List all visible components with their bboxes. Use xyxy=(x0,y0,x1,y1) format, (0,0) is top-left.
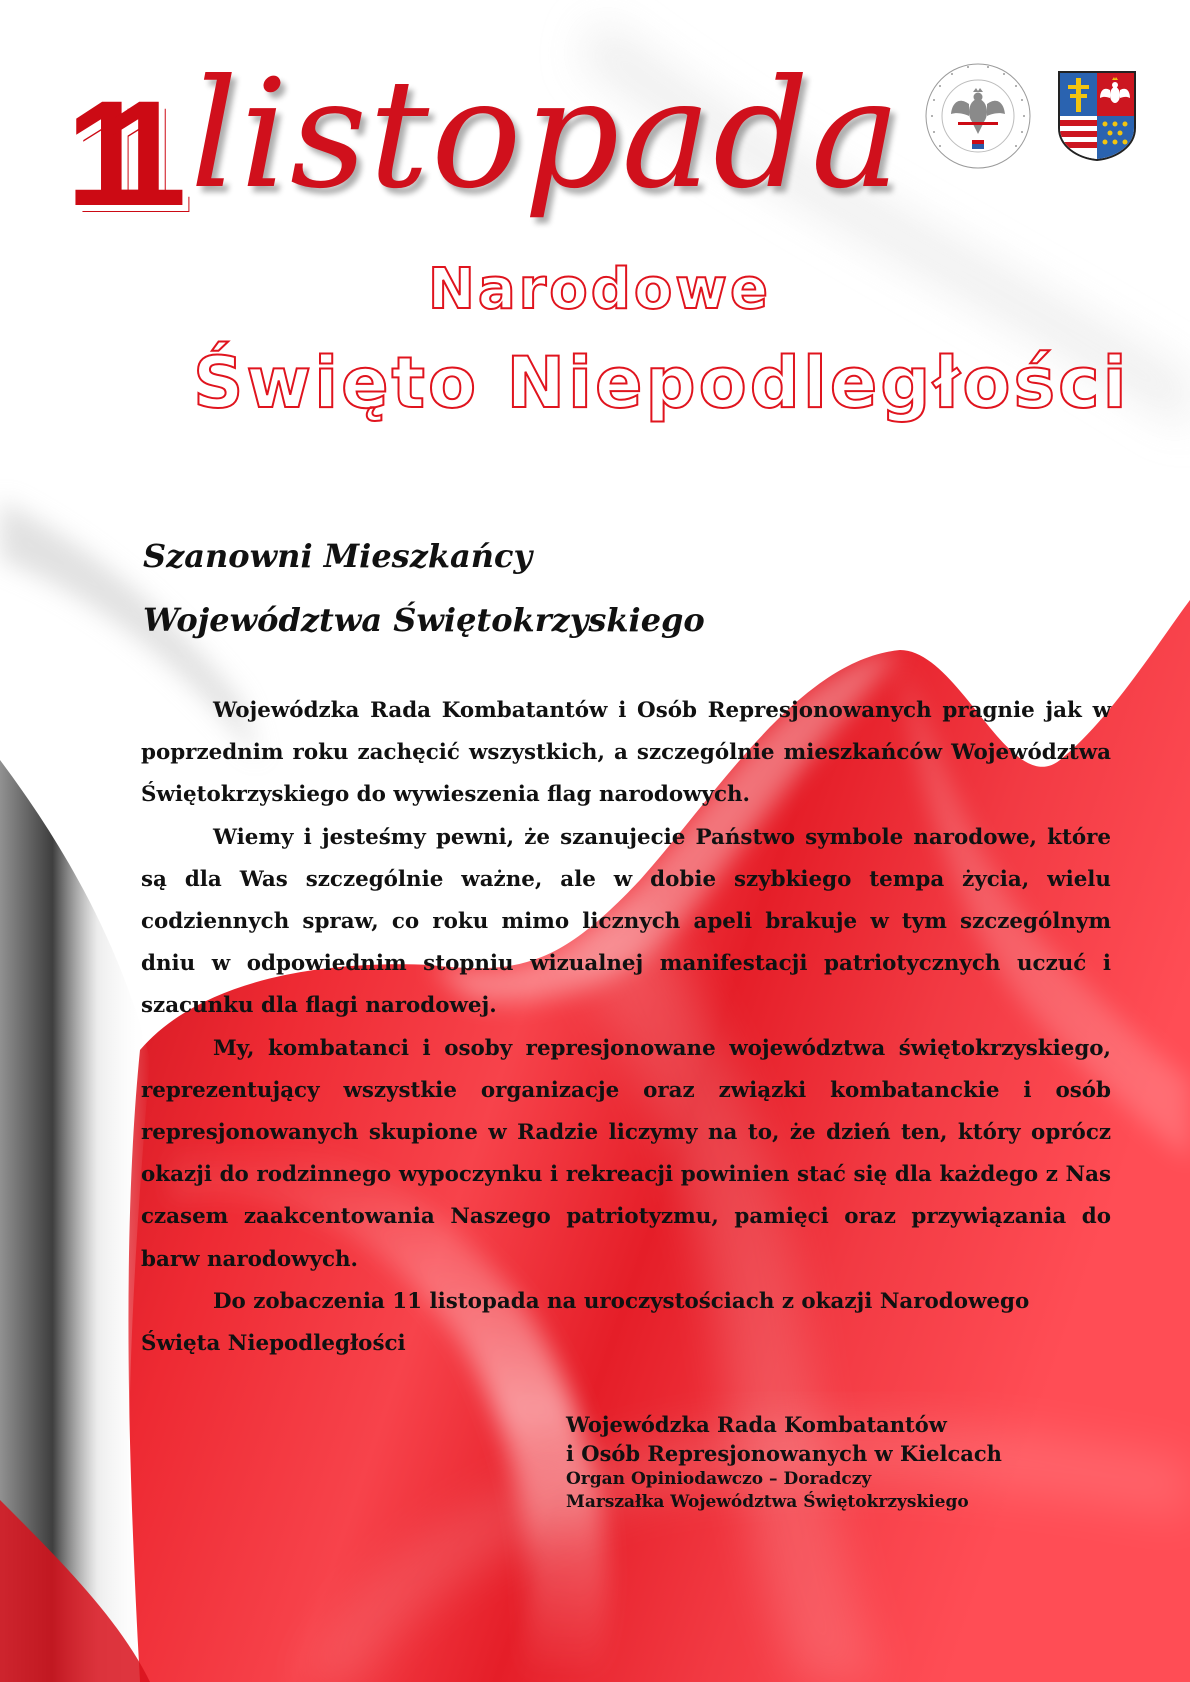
signature-line1: Wojewódzka Rada Kombatantów xyxy=(566,1412,947,1437)
swietokrzyskie-coat-of-arms-icon xyxy=(1057,70,1137,162)
greeting xyxy=(143,524,1043,652)
body-paragraph: Wojewódzka Rada Kombatantów i Osób Represjonowanych pragnie jak w poprzednim roku zachęcić wszystkich, a szczególnie mieszkańców Województwa Świętokrzyskiego do wywieszenia flag narodowych. xyxy=(141,698,1111,808)
signature-line2: i Osób Represjonowanych w Kielcach xyxy=(566,1441,1002,1466)
holiday-title-line1: Narodowe xyxy=(428,257,772,322)
title-month: listopada xyxy=(190,48,903,222)
signature-line3: Organ Opiniodawczo – Doradczy xyxy=(566,1469,872,1489)
greeting-line1: Szanowni Mieszkańcy xyxy=(143,537,533,575)
signature-line4: Marszałka Województwa Świętokrzyskiego xyxy=(566,1492,969,1512)
body-paragraph: Do zobaczenia 11 listopada na uroczystościach z okazji Narodowego Święta Niepodległości xyxy=(141,1288,1030,1357)
body-paragraph: Wiemy i jesteśmy pewni, że szanujecie Państwo symbole narodowe, które są dla Was szczególnie ważne, ale w dobie szybkiego tempa życia, wielu codziennych spraw, co roku mimo licznych apeli brakuje w tym szczególnym dniu w odpowiednim stopniu wizualnej manifestacji patriotycznych uczuć i szacunku dla flagi narodowej. xyxy=(141,824,1111,1019)
signature-block xyxy=(566,1410,1126,1514)
greeting-line2: Województwa Świętokrzyskiego xyxy=(143,601,705,639)
title-day-number: 11 xyxy=(66,69,149,237)
letter-body xyxy=(141,690,1111,1365)
holiday-title-line2: Święto Niepodległości xyxy=(193,342,1130,424)
body-paragraph: My, kombatanci i osoby represjonowane województwa świętokrzyskiego, reprezentujący wszystkie organizacje oraz związki kombatanckie i osób represjonowanych skupione w Radzie liczymy na to, że dzień ten, który oprócz okazji do rodzinnego wypoczynku i rekreacji powinien stać się dla każdego z Nas czasem zaakcentowania Naszego patriotyzmu, pamięci oraz przywiązania do barw narodowych. xyxy=(141,1035,1111,1272)
veterans-council-seal-icon xyxy=(918,60,1038,172)
